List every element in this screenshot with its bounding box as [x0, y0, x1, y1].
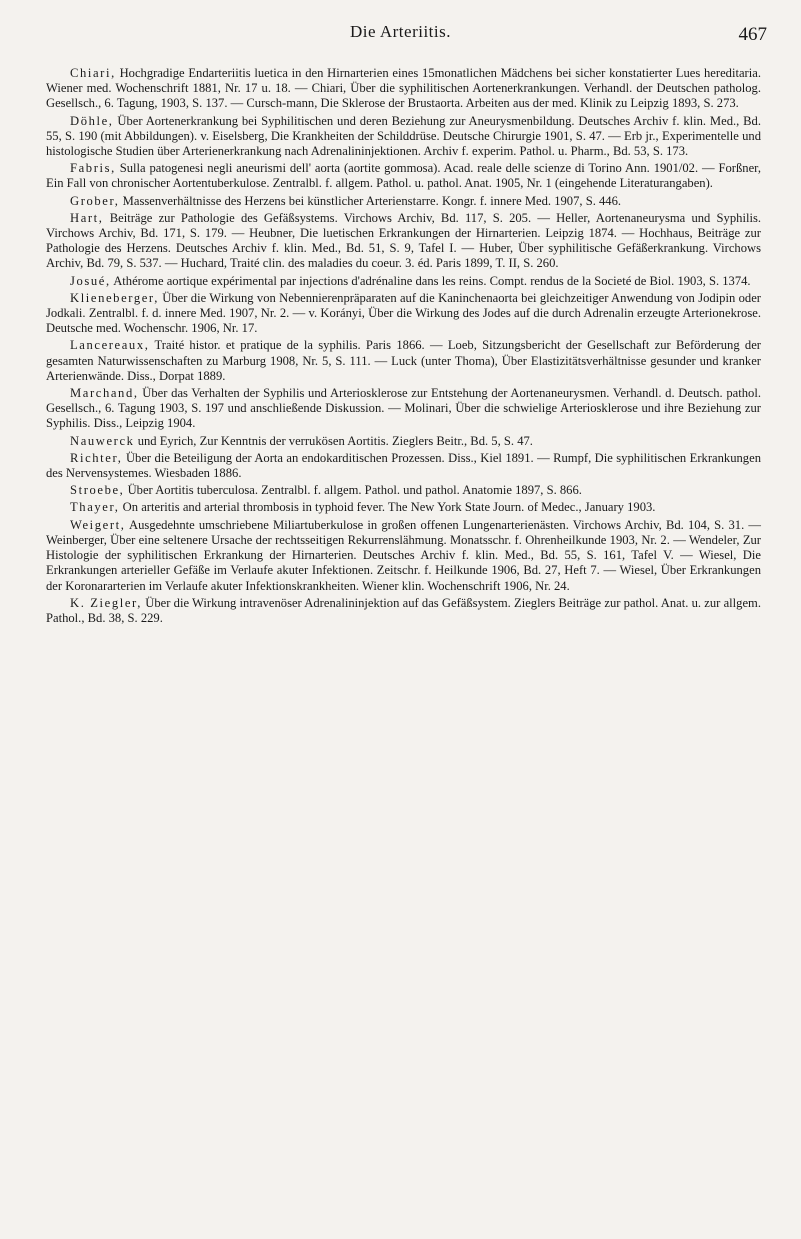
reference-list: [46, 66, 761, 628]
reference-author: Hart,: [70, 210, 104, 225]
reference-entry: [46, 114, 761, 160]
reference-text: und Eyrich, Zur Kenntnis der verrukösen Aortitis. Zieglers Beitr., Bd. 5, S. 47.: [134, 433, 533, 448]
reference-text: Sulla patogenesi negli aneurismi dell' aorta (aortite gommosa). Acad. reale delle scienze di Torino Ann. 1901/02. — Forßner, Ein Fall von chronischer Aortentuberkulose. Zentralbl. f. allgem. Pathol. u. pathol. Anat. 1905, Nr. 1 (eingehende Literaturangaben).: [46, 161, 761, 191]
reference-text: Über die Beteiligung der Aorta an endokarditischen Prozessen. Diss., Kiel 1891. — Rumpf, Die syphilitischen Erkrankungen des Nervensystemes. Wiesbaden 1886.: [46, 450, 761, 481]
reference-entry: [46, 451, 761, 481]
reference-author: Döhle,: [70, 113, 114, 128]
reference-author: Lancereaux,: [70, 338, 150, 353]
reference-entry: [46, 66, 761, 112]
page-title: Die Arteriitis.: [350, 22, 451, 41]
reference-entry: [46, 386, 761, 432]
reference-text: Über Aortitis tuberculosa. Zentralbl. f. allgem. Pathol. und pathol. Anatomie 1897, S. 866.: [124, 483, 582, 498]
reference-author: Marchand,: [70, 386, 139, 401]
reference-author: Josué,: [70, 273, 111, 288]
reference-author: Stroebe,: [70, 483, 125, 498]
reference-author: Weigert,: [70, 517, 126, 532]
reference-author: Richter,: [70, 450, 123, 465]
reference-text: Athérome aortique expérimental par injections d'adrénaline dans les reins. Compt. rendus de la Societé de Biol. 1903, S. 1374.: [110, 273, 751, 288]
reference-text: Über die Wirkung von Nebennierenpräparaten auf die Kaninchenaorta bei gleichzeitiger Anwendung von Jodipin oder Jodkali. Zentralbl. f. d. innere Med. 1907, Nr. 2. — v. Korányi, Über die Wirkung des Jodes auf die durch Adrenalin erzeugte Arterionekrose. Deutsche med. Wochenschr. 1906, Nr. 17.: [46, 290, 761, 336]
reference-entry: [46, 194, 761, 209]
reference-author: Grober,: [70, 193, 120, 208]
reference-author: Thayer,: [70, 500, 120, 515]
reference-author: K. Ziegler,: [70, 595, 143, 610]
reference-entry: [46, 596, 761, 626]
reference-entry: [46, 291, 761, 337]
reference-text: Über die Wirkung intravenöser Adrenalininjektion auf das Gefäßsystem. Zieglers Beiträge zur pathol. Anat. u. zur allgem. Pathol., Bd. 38, S. 229.: [46, 595, 761, 625]
reference-entry: [46, 338, 761, 384]
reference-text: Ausgedehnte umschriebene Miliartuberkulose in großen offenen Lungenarterienästen. Virchows Archiv, Bd. 104, S. 31. — Weinberger, Über eine seltenere Ursache der rechtsseitigen Rekurrenslähmung. Monatsschr. f. Ohrenheilkunde 1903, Nr. 2. — Wendeler, Zur Histologie der syphilitischen Erkrankung der Hirnarterien. Deutsches Archiv f. klin. Med., Bd. 55, S. 161, Tafel V. — Wiesel, Die Erkrankungen arterieller Gefäße im Verlaufe akuter Infektionen. Zeitschr. f. Heilkunde 1906, Bd. 27, Heft 7. — Wiesel, Über Erkrankungen der Koronararterien im Verlaufe akuter Infektionskrankheiten. Wiener klin. Wochenschrift 1906, Nr. 24.: [46, 517, 761, 593]
reference-text: Massenverhältnisse des Herzens bei künstlicher Arterienstarre. Kongr. f. innere Med. 1907, S. 446.: [119, 193, 622, 208]
page-number: 467: [738, 24, 767, 45]
reference-text: Beiträge zur Pathologie des Gefäßsystems. Virchows Archiv, Bd. 117, S. 205. — Heller, Aortenaneurysma und Syphilis. Virchows Archiv, Bd. 171, S. 179. — Heubner, Die luetischen Erkrankungen der Hirnarterien. Leipzig 1874. — Hochhaus, Beiträge zur Pathologie des Herzens. Deutsches Archiv f. klin. Med., Bd. 51, S. 9, Tafel I. — Huber, Über syphilitische Gefäßerkrankung. Virchows Archiv, Bd. 79, S. 537. — Huchard, Traité clin. des maladies du coeur. 3. éd. Paris 1899, T. II, S. 260.: [46, 210, 761, 271]
reference-text: Über das Verhalten der Syphilis und Arteriosklerose zur Entstehung der Aortenaneurysmen. Verhandl. d. Deutsch. pathol. Gesellsch., 6. Tagung 1903, S. 197 und anschließende Diskussion. — Molinari, Über die schwielige Arteriosklerose und ihre Beziehung zur Syphilis. Diss., Leipzig 1904.: [46, 386, 761, 431]
reference-entry: [46, 274, 761, 289]
reference-author: Chiari,: [70, 66, 116, 80]
running-header: [0, 22, 801, 46]
reference-text: Hochgradige Endarteriitis luetica in den Hirnarterien eines 15monatlichen Mädchens bei sicher konstatierter Lues hereditaria. Wiener med. Wochenschrift 1881, Nr. 17 u. 18. — Chiari, Über die syphilitischen Aortenerkrankungen. Verhandl. der Deutschen patholog. Gesellsch., 6. Tagung, 1903, S. 137. — Cursch-mann, Die Sklerose der Brustaorta. Arbeiten aus der med. Klinik zu Leipzig 1893, S. 273.: [46, 66, 761, 111]
reference-entry: [46, 211, 761, 272]
reference-text: Über Aortenerkrankung bei Syphilitischen und deren Beziehung zur Aneurysmenbildung. Deutsches Archiv f. klin. Med., Bd. 55, S. 190 (mit Abbildungen). v. Eiselsberg, Die Krankheiten der Schilddrüse. Deutsche Chirurgie 1901, S. 47. — Erb jr., Experimentelle und histologische Studien über Arterienerkrankung nach Adrenalininjektionen. Archiv f. experim. Pathol. u. Pharm., Bd. 53, S. 173.: [46, 113, 761, 159]
reference-entry: [46, 500, 761, 515]
reference-author: Klieneberger,: [70, 290, 159, 305]
reference-entry: [46, 161, 761, 191]
reference-entry: [46, 518, 761, 594]
reference-author: Nauwerck: [70, 433, 135, 448]
reference-entry: [46, 434, 761, 449]
reference-text: On arteritis and arterial thrombosis in typhoid fever. The New York State Journ. of Medec., January 1903.: [119, 500, 656, 515]
reference-entry: [46, 483, 761, 498]
reference-text: Traité histor. et pratique de la syphilis. Paris 1866. — Loeb, Sitzungsbericht der Gesellschaft zur Beförderung der gesamten Naturwissenschaften zu Marburg 1908, Nr. 5, S. 111. — Luck (unter Thoma), Über Elastizitätsverhältnisse gesunder und kranker Arterienwände. Diss., Dorpat 1889.: [46, 338, 761, 383]
reference-author: Fabris,: [70, 161, 116, 176]
